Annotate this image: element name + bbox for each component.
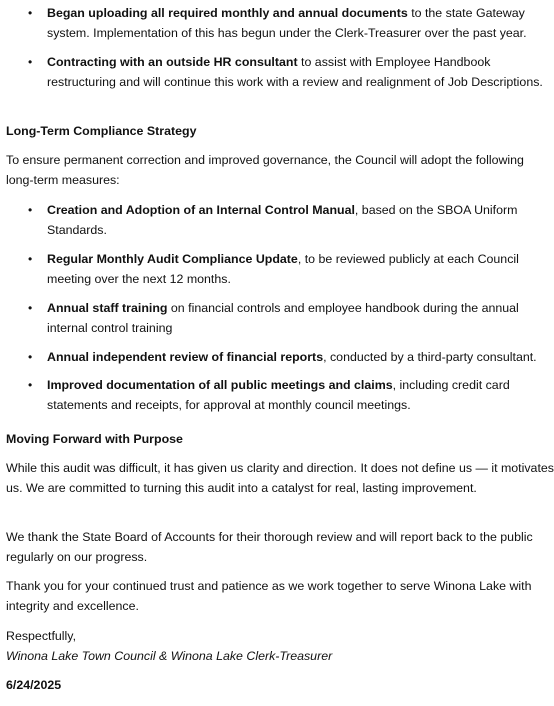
bullet-marker: • bbox=[28, 6, 33, 20]
list-item-bold: Creation and Adoption of an Internal Control Manual bbox=[47, 203, 355, 217]
section-heading: Moving Forward with Purpose bbox=[6, 432, 183, 446]
date: 6/24/2025 bbox=[6, 678, 62, 692]
bullet-marker: • bbox=[28, 252, 33, 266]
list-item bbox=[28, 299, 552, 338]
paragraph: We thank the State Board of Accounts for their thorough review and will report back to the public regularly on our progress. bbox=[6, 530, 533, 564]
salutation: Respectfully, bbox=[6, 629, 77, 643]
paragraph: While this audit was difficult, it has given us clarity and direction. It does not define us — it motivates us. We are committed to turning this audit into a catalyst for real, lasting improvement. bbox=[6, 461, 554, 495]
list-item-text: to the state Gateway system. Implementation of this has begun under the Clerk-Treasurer over the past year. bbox=[47, 6, 527, 40]
list-item-text: , conducted by a third-party consultant. bbox=[323, 350, 537, 364]
list-item-bold: Contracting with an outside HR consultant bbox=[47, 55, 298, 69]
list-item bbox=[28, 201, 552, 240]
signatory: Winona Lake Town Council & Winona Lake Clerk-Treasurer bbox=[6, 649, 333, 663]
list-item-text: , to be reviewed publicly at each Council meeting over the next 12 months. bbox=[47, 252, 519, 286]
list-item-text: , based on the SBOA Uniform Standards. bbox=[47, 203, 518, 237]
list-item-text: on financial controls and employee handbook during the annual internal control training bbox=[47, 301, 519, 335]
list-item-bold: Regular Monthly Audit Compliance Update bbox=[47, 252, 298, 266]
bullet-marker: • bbox=[28, 55, 33, 69]
bullet-marker: • bbox=[28, 350, 33, 364]
list-item bbox=[28, 53, 552, 92]
section-heading: Long-Term Compliance Strategy bbox=[6, 124, 197, 138]
list-item-bold: Began uploading all required monthly and annual documents bbox=[47, 6, 408, 20]
bullet-marker: • bbox=[28, 378, 33, 392]
bullet-marker: • bbox=[28, 203, 33, 217]
list-item bbox=[28, 376, 552, 415]
paragraph: Thank you for your continued trust and patience as we work together to serve Winona Lake with integrity and excellence. bbox=[6, 579, 532, 613]
list-item-bold: Annual independent review of financial reports bbox=[47, 350, 324, 364]
list-item-text: to assist with Employee Handbook restructuring and will continue this work with a review and realignment of Job Descriptions. bbox=[47, 55, 543, 89]
list-item-bold: Annual staff training bbox=[47, 301, 168, 315]
bullet-marker: • bbox=[28, 301, 33, 315]
list-item-text: , including credit card statements and receipts, for approval at monthly council meetings. bbox=[47, 378, 510, 412]
paragraph: To ensure permanent correction and improved governance, the Council will adopt the following long-term measures: bbox=[6, 153, 524, 187]
list-item bbox=[28, 348, 552, 368]
list-item bbox=[28, 4, 552, 43]
list-item bbox=[28, 250, 552, 289]
list-item-bold: Improved documentation of all public meetings and claims bbox=[47, 378, 393, 392]
